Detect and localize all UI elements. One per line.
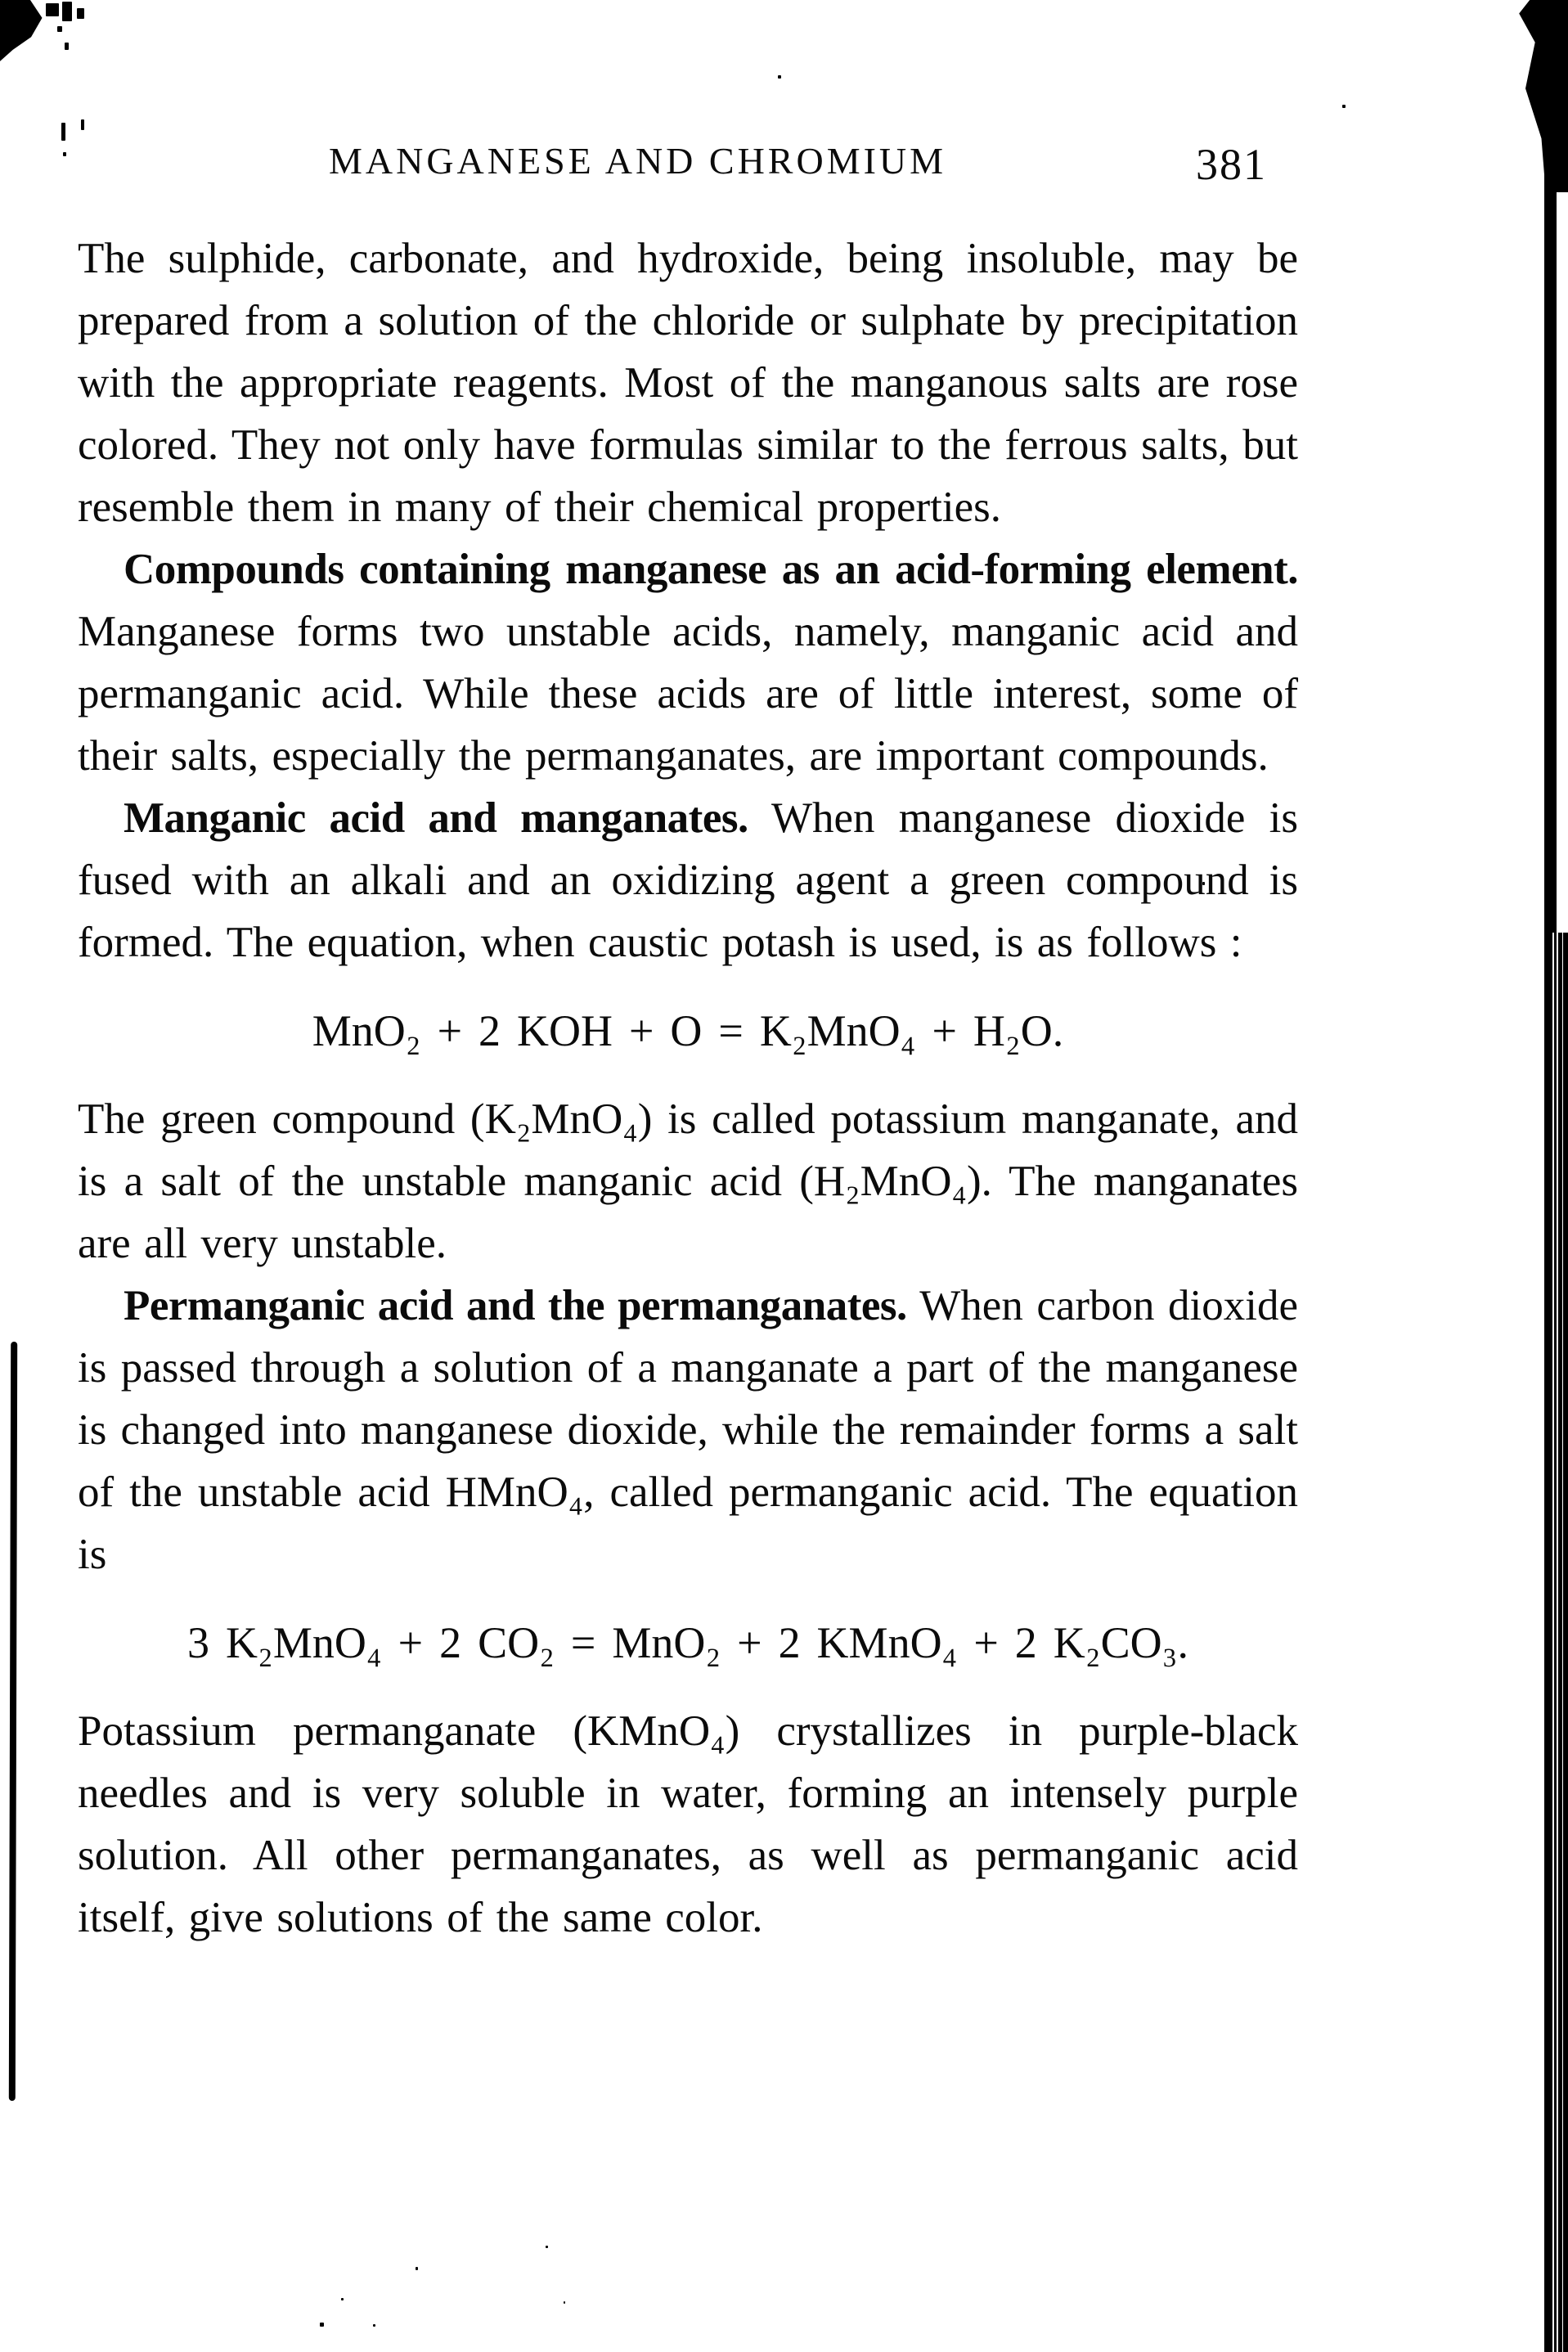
scan-speckle — [65, 43, 69, 50]
paragraph-green-compound: The green compound (K₂MnO₄) is called potassium manganate, and is a salt of the unstable manganic acid (H₂MnO₄). The manganates are all very unstable. — [78, 1095, 1298, 1267]
scan-artifact-binding-stripes — [1548, 933, 1568, 2352]
scan-speckle — [320, 2323, 324, 2327]
paragraph-permanganic-acid-text: When carbon dioxide is passed through a solution of a manganate a part of the manganese is changed into manganese dioxide, while the remainder forms a salt of the unstable acid HMnO₄, called permanganic acid. The equation is — [78, 1282, 1298, 1578]
heading-manganic-acid: Manganic acid and manganates. — [124, 794, 748, 842]
scan-speckle — [81, 119, 84, 130]
scan-speckle — [62, 2, 72, 21]
scan-speckle — [778, 75, 781, 79]
paragraph-potassium-permanganate: Potassium permanganate (KMnO₄) crystallizes in purple-black needles and is very soluble in water, forming an intensely purple solution. All other permanganates, as well as permanganic acid itself, give solutions of the same color. — [78, 1707, 1298, 1941]
heading-permanganic-acid: Permanganic acid and the permanganates. — [124, 1282, 907, 1329]
scan-speckle — [77, 8, 84, 19]
paragraph-permanganic-acid — [78, 1275, 1298, 1585]
equation-permanganate-formation: 3 K₂MnO₄ + 2 CO₂ = MnO₂ + 2 KMnO₄ + 2 K₂CO₃. — [187, 1618, 1188, 1667]
scan-speckle — [373, 2324, 375, 2327]
scan-speckle — [564, 2301, 565, 2304]
page-number: 381 — [1196, 140, 1267, 189]
paragraph-acid-forming-text: Manganese forms two unstable acids, namely, manganic acid and permanganic acid. While these acids are of little interest, some of their salts, especially the permanganates, are important compounds. — [78, 608, 1298, 780]
scan-speckle — [416, 2267, 418, 2270]
scan-speckle — [46, 3, 59, 16]
scan-speckle — [546, 2246, 548, 2248]
paragraph-manganic-acid — [78, 787, 1298, 974]
paragraph-sulphide-carbonate: The sulphide, carbonate, and hydroxide, being insoluble, may be prepared from a solution of the chloride or sulphate by precipitation with the appropriate reagents. Most of the manganous salts are rose colored. They not only have formulas similar to the ferrous salts, but resemble them in many of their chemical properties. — [78, 235, 1298, 531]
heading-compounds-acid-forming: Compounds containing manganese as an acid-forming element. — [124, 546, 1298, 593]
equation-manganate-formation: MnO₂ + 2 KOH + O = K₂MnO₄ + H₂O. — [312, 1006, 1064, 1055]
scan-speckle — [1342, 105, 1346, 108]
text-block — [78, 227, 1298, 1949]
paragraph-acid-forming — [78, 538, 1298, 787]
scan-speckle — [61, 123, 65, 141]
scan-artifact-left-margin-line — [9, 1342, 17, 2101]
scan-speckle — [57, 26, 62, 32]
scan-speckle — [341, 2298, 344, 2300]
page-header — [0, 139, 1568, 205]
running-title: MANGANESE AND CHROMIUM — [329, 140, 947, 182]
paragraph-manganic-acid-text: When manganese dioxide is fused with an alkali and an oxidizing agent a green compound is formed. The equation, when caustic potash is used, is as follows : — [78, 794, 1298, 966]
